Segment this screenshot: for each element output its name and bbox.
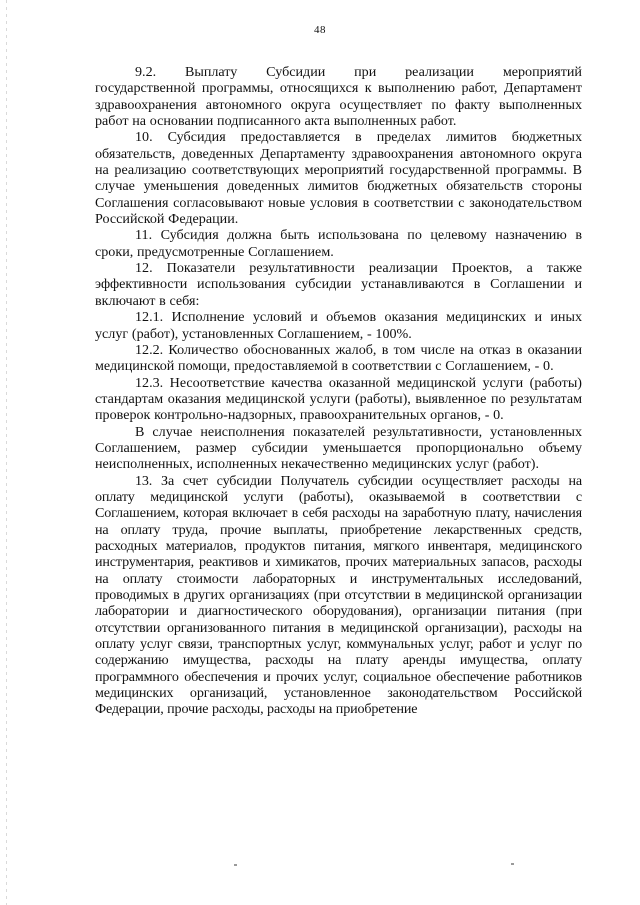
scan-edge-marks xyxy=(6,0,7,905)
paragraph-9-2-word: мероприятий xyxy=(502,64,582,80)
paragraph-9-2-word: Выплату xyxy=(184,64,238,80)
paragraph-9-2-word: 9.2. xyxy=(135,64,157,80)
paragraph-noncompliance: В случае неисполнения показателей результативности, установленных Соглашением, размер субсидии уменьшается пропорционально объему неисполненных, исполненных некачественно медицинских услуг (работ). xyxy=(95,423,582,473)
page-number: 48 xyxy=(314,24,326,36)
paragraph-12-2: 12.2. Количество обоснованных жалоб, в том числе на отказ в оказании медицинской помощи, предоставляемой в соответствии с Соглашением, - 0. xyxy=(95,341,582,375)
paragraph-12-3: 12.3. Несоответствие качества оказанной медицинской услуги (работы) стандартам оказания медицинской услуги (работы), выявленное по результатам проверок контрольно-надзорных, правоохранительных органов, - 0. xyxy=(95,374,582,424)
paragraph-12-1: 12.1. Исполнение условий и объемов оказания медицинских и иных услуг (работ), установленных Соглашением, - 100%. xyxy=(95,309,582,342)
paragraph-13: 13. За счет субсидии Получатель субсидии осуществляет расходы на оплату медицинской услуги (работы), оказываемой в соответствии с Соглашением, которая включает в себя расходы на заработную плату, начисления на оплату труда, прочие выплаты, приобретение лекарственных средств, расходных материалов, продуктов питания, мягкого инвентаря, медицинского инструментария, реактивов и химикатов, прочих материальных запасов, расходы на оплату стоимости лабораторных и инструментальных исследований, проводимых в других организациях (при отсутствии в медицинской организации лаборатории и диагностического оборудования), организации питания (при отсутствии организованного питания в медицинской организации), расходы на оплату услуг связи, транспортных услуг, коммунальных услуг, работ и услуг по содержанию имущества, расходы на плату аренды имущества, оплату программного обеспечения и прочих услуг, социальное обеспечение работников медицинских организаций, установленное законодательством Российской Федерации, прочие расходы, расходы на приобретение xyxy=(95,472,582,718)
scan-speck xyxy=(511,863,514,865)
paragraph-9-2-word: Субсидии xyxy=(266,64,326,80)
paragraph-9-2-word: при xyxy=(354,64,377,80)
paragraph-10: 10. Субсидия предоставляется в пределах лимитов бюджетных обязательств, доведенных Департаменту здравоохранения автономного округа на реализацию соответствующих мероприятий государственной программы. В случае уменьшения доведенных лимитов бюджетных обязательств стороны Соглашения согласовывают новые условия в соответствии с законодательством Российской Федерации. xyxy=(95,129,582,228)
paragraph-12: 12. Показатели результативности реализации Проектов, а также эффективности использования субсидии устанавливаются в Соглашении и включают в себя: xyxy=(95,260,582,309)
paragraph-11: 11. Субсидия должна быть использована по целевому назначению в сроки, предусмотренные Соглашением. xyxy=(95,227,582,260)
paragraph-9-2 xyxy=(95,64,582,129)
paragraph-9-2-first-line xyxy=(95,64,582,80)
scan-speck xyxy=(234,864,237,866)
paragraph-9-2-word: реализации xyxy=(405,64,474,80)
document-body xyxy=(95,64,582,718)
paragraph-9-2-rest: государственной программы, относящихся к выполнению работ, Департамент здравоохранения автономного округа осуществляет по факту выполненных работ на основании подписанного акта выполненных работ. xyxy=(95,80,582,130)
